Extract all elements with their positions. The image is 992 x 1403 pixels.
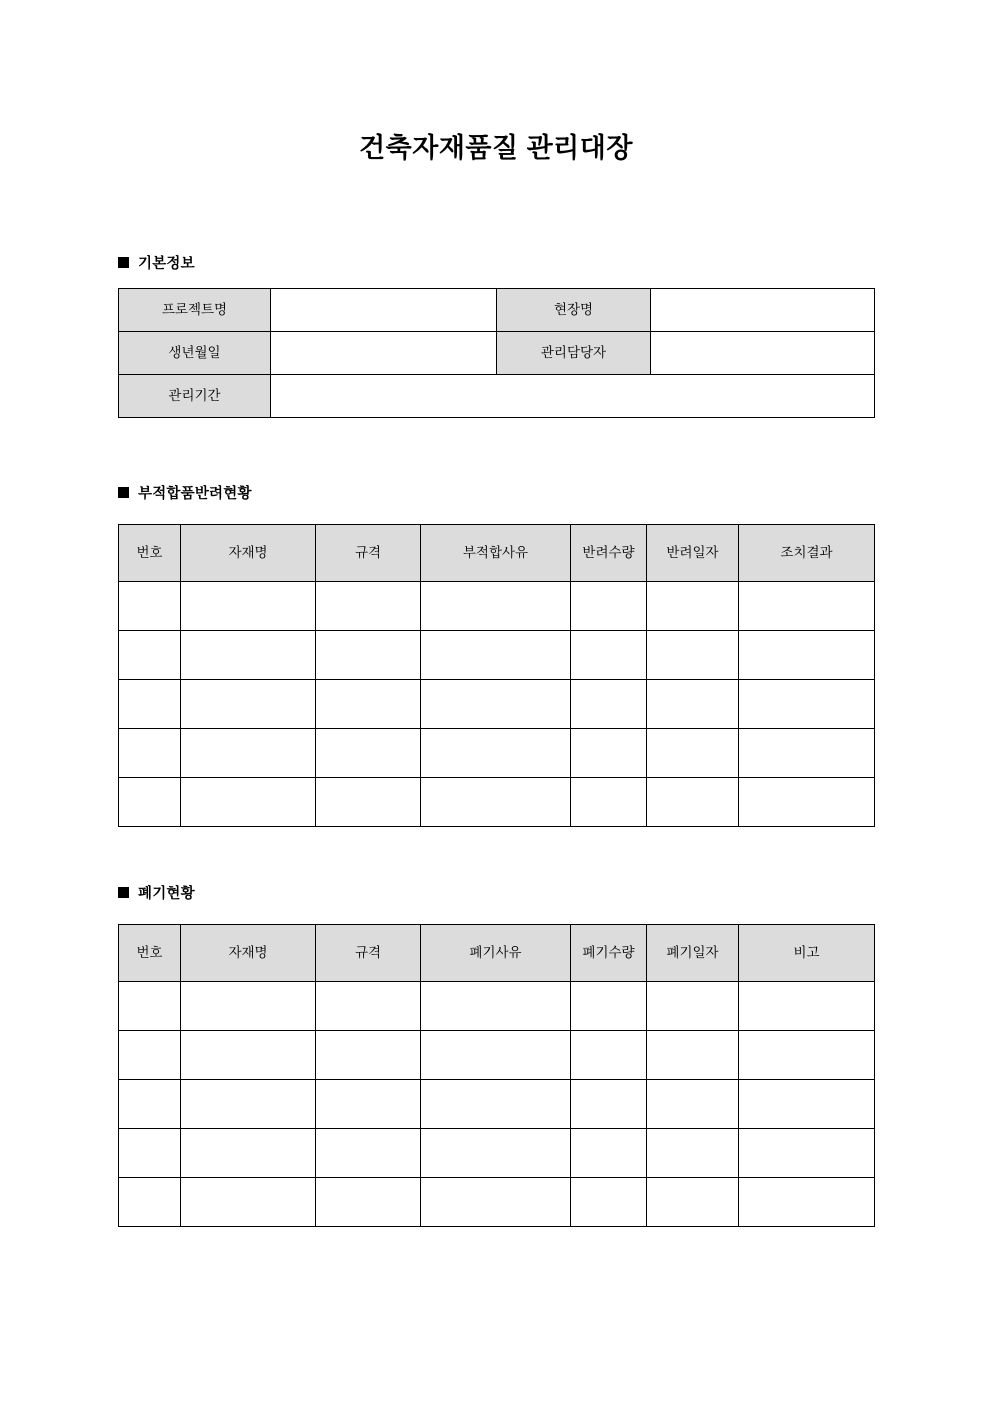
column-header-disposal-quantity: 폐기수량: [571, 925, 647, 982]
table-row: [119, 289, 875, 332]
cell-disposal-reason[interactable]: [421, 1129, 571, 1178]
column-header-material-name: 자재명: [181, 525, 316, 582]
cell-disposal-date[interactable]: [647, 1129, 739, 1178]
cell-disposal-reason[interactable]: [421, 1031, 571, 1080]
label-management-period: 관리기간: [119, 375, 271, 418]
cell-return-quantity[interactable]: [571, 729, 647, 778]
cell-disposal-quantity[interactable]: [571, 1031, 647, 1080]
label-manager: 관리담당자: [497, 332, 651, 375]
table-row: [119, 1129, 875, 1178]
table-row: [119, 729, 875, 778]
cell-number[interactable]: [119, 778, 181, 827]
cell-specification[interactable]: [316, 582, 421, 631]
table-row: [119, 1031, 875, 1080]
cell-disposal-reason[interactable]: [421, 1178, 571, 1227]
field-site-name[interactable]: [651, 289, 875, 332]
cell-material-name[interactable]: [181, 582, 316, 631]
column-header-return-date: 반려일자: [647, 525, 739, 582]
column-header-material-name: 자재명: [181, 925, 316, 982]
cell-remarks[interactable]: [739, 1080, 875, 1129]
table-row: [119, 1080, 875, 1129]
cell-return-date[interactable]: [647, 631, 739, 680]
cell-return-quantity[interactable]: [571, 582, 647, 631]
cell-specification[interactable]: [316, 778, 421, 827]
table-row: [119, 332, 875, 375]
cell-disposal-quantity[interactable]: [571, 1178, 647, 1227]
table-header-row: [119, 525, 875, 582]
square-bullet-icon: [118, 487, 129, 498]
field-management-period[interactable]: [271, 375, 875, 418]
cell-number[interactable]: [119, 680, 181, 729]
cell-number[interactable]: [119, 982, 181, 1031]
page-title: 건축자재품질 관리대장: [359, 133, 633, 163]
cell-action-result[interactable]: [739, 631, 875, 680]
table-row: [119, 680, 875, 729]
cell-specification[interactable]: [316, 729, 421, 778]
cell-material-name[interactable]: [181, 729, 316, 778]
cell-disposal-quantity[interactable]: [571, 1080, 647, 1129]
section-heading-basic-info: [118, 252, 195, 273]
cell-number[interactable]: [119, 631, 181, 680]
cell-number[interactable]: [119, 1178, 181, 1227]
column-header-disposal-date: 폐기일자: [647, 925, 739, 982]
cell-disposal-date[interactable]: [647, 1080, 739, 1129]
cell-remarks[interactable]: [739, 1178, 875, 1227]
label-site-name: 현장명: [497, 289, 651, 332]
cell-disposal-reason[interactable]: [421, 982, 571, 1031]
cell-material-name[interactable]: [181, 1129, 316, 1178]
cell-return-date[interactable]: [647, 778, 739, 827]
cell-action-result[interactable]: [739, 729, 875, 778]
cell-disposal-date[interactable]: [647, 1031, 739, 1080]
cell-specification[interactable]: [316, 680, 421, 729]
cell-material-name[interactable]: [181, 1178, 316, 1227]
cell-specification[interactable]: [316, 1129, 421, 1178]
cell-action-result[interactable]: [739, 582, 875, 631]
cell-remarks[interactable]: [739, 1129, 875, 1178]
cell-number[interactable]: [119, 1080, 181, 1129]
label-project-name: 프로젝트명: [119, 289, 271, 332]
cell-return-date[interactable]: [647, 680, 739, 729]
square-bullet-icon: [118, 887, 129, 898]
cell-material-name[interactable]: [181, 1080, 316, 1129]
cell-disposal-quantity[interactable]: [571, 982, 647, 1031]
table-row: [119, 982, 875, 1031]
field-birth-date[interactable]: [271, 332, 497, 375]
cell-remarks[interactable]: [739, 1031, 875, 1080]
table-row: [119, 778, 875, 827]
cell-material-name[interactable]: [181, 631, 316, 680]
cell-material-name[interactable]: [181, 1031, 316, 1080]
cell-return-quantity[interactable]: [571, 680, 647, 729]
cell-material-name[interactable]: [181, 680, 316, 729]
column-header-specification: 규격: [316, 525, 421, 582]
nonconforming-return-table: [118, 524, 875, 827]
cell-specification[interactable]: [316, 1031, 421, 1080]
cell-nonconformity-reason[interactable]: [421, 582, 571, 631]
cell-remarks[interactable]: [739, 982, 875, 1031]
cell-specification[interactable]: [316, 631, 421, 680]
column-header-nonconformity-reason: 부적합사유: [421, 525, 571, 582]
cell-return-date[interactable]: [647, 582, 739, 631]
column-header-action-result: 조치결과: [739, 525, 875, 582]
cell-specification[interactable]: [316, 982, 421, 1031]
cell-disposal-quantity[interactable]: [571, 1129, 647, 1178]
cell-number[interactable]: [119, 1031, 181, 1080]
table-row: [119, 375, 875, 418]
cell-return-quantity[interactable]: [571, 778, 647, 827]
section-heading-basic-info-label: 기본정보: [138, 256, 195, 272]
section-heading-nonconforming: [118, 482, 252, 503]
cell-nonconformity-reason[interactable]: [421, 778, 571, 827]
cell-return-date[interactable]: [647, 729, 739, 778]
column-header-disposal-reason: 폐기사유: [421, 925, 571, 982]
basic-info-table: [118, 288, 875, 418]
cell-number[interactable]: [119, 1129, 181, 1178]
table-header-row: [119, 925, 875, 982]
cell-material-name[interactable]: [181, 778, 316, 827]
cell-specification[interactable]: [316, 1080, 421, 1129]
table-row: [119, 1178, 875, 1227]
section-heading-nonconforming-label: 부적합품반려현황: [138, 486, 252, 502]
field-manager[interactable]: [651, 332, 875, 375]
section-heading-disposal-label: 폐기현황: [138, 886, 195, 902]
table-row: [119, 631, 875, 680]
column-header-number: 번호: [119, 925, 181, 982]
column-header-return-quantity: 반려수량: [571, 525, 647, 582]
cell-disposal-reason[interactable]: [421, 1080, 571, 1129]
table-row: [119, 582, 875, 631]
square-bullet-icon: [118, 257, 129, 268]
column-header-specification: 규격: [316, 925, 421, 982]
cell-action-result[interactable]: [739, 778, 875, 827]
section-heading-disposal: [118, 882, 195, 903]
cell-return-quantity[interactable]: [571, 631, 647, 680]
cell-nonconformity-reason[interactable]: [421, 680, 571, 729]
cell-disposal-date[interactable]: [647, 1178, 739, 1227]
cell-number[interactable]: [119, 729, 181, 778]
cell-nonconformity-reason[interactable]: [421, 729, 571, 778]
cell-number[interactable]: [119, 582, 181, 631]
column-header-remarks: 비고: [739, 925, 875, 982]
disposal-status-table: [118, 924, 875, 1227]
label-birth-date: 생년월일: [119, 332, 271, 375]
field-project-name[interactable]: [271, 289, 497, 332]
cell-action-result[interactable]: [739, 680, 875, 729]
cell-disposal-date[interactable]: [647, 982, 739, 1031]
cell-specification[interactable]: [316, 1178, 421, 1227]
column-header-number: 번호: [119, 525, 181, 582]
cell-nonconformity-reason[interactable]: [421, 631, 571, 680]
cell-material-name[interactable]: [181, 982, 316, 1031]
